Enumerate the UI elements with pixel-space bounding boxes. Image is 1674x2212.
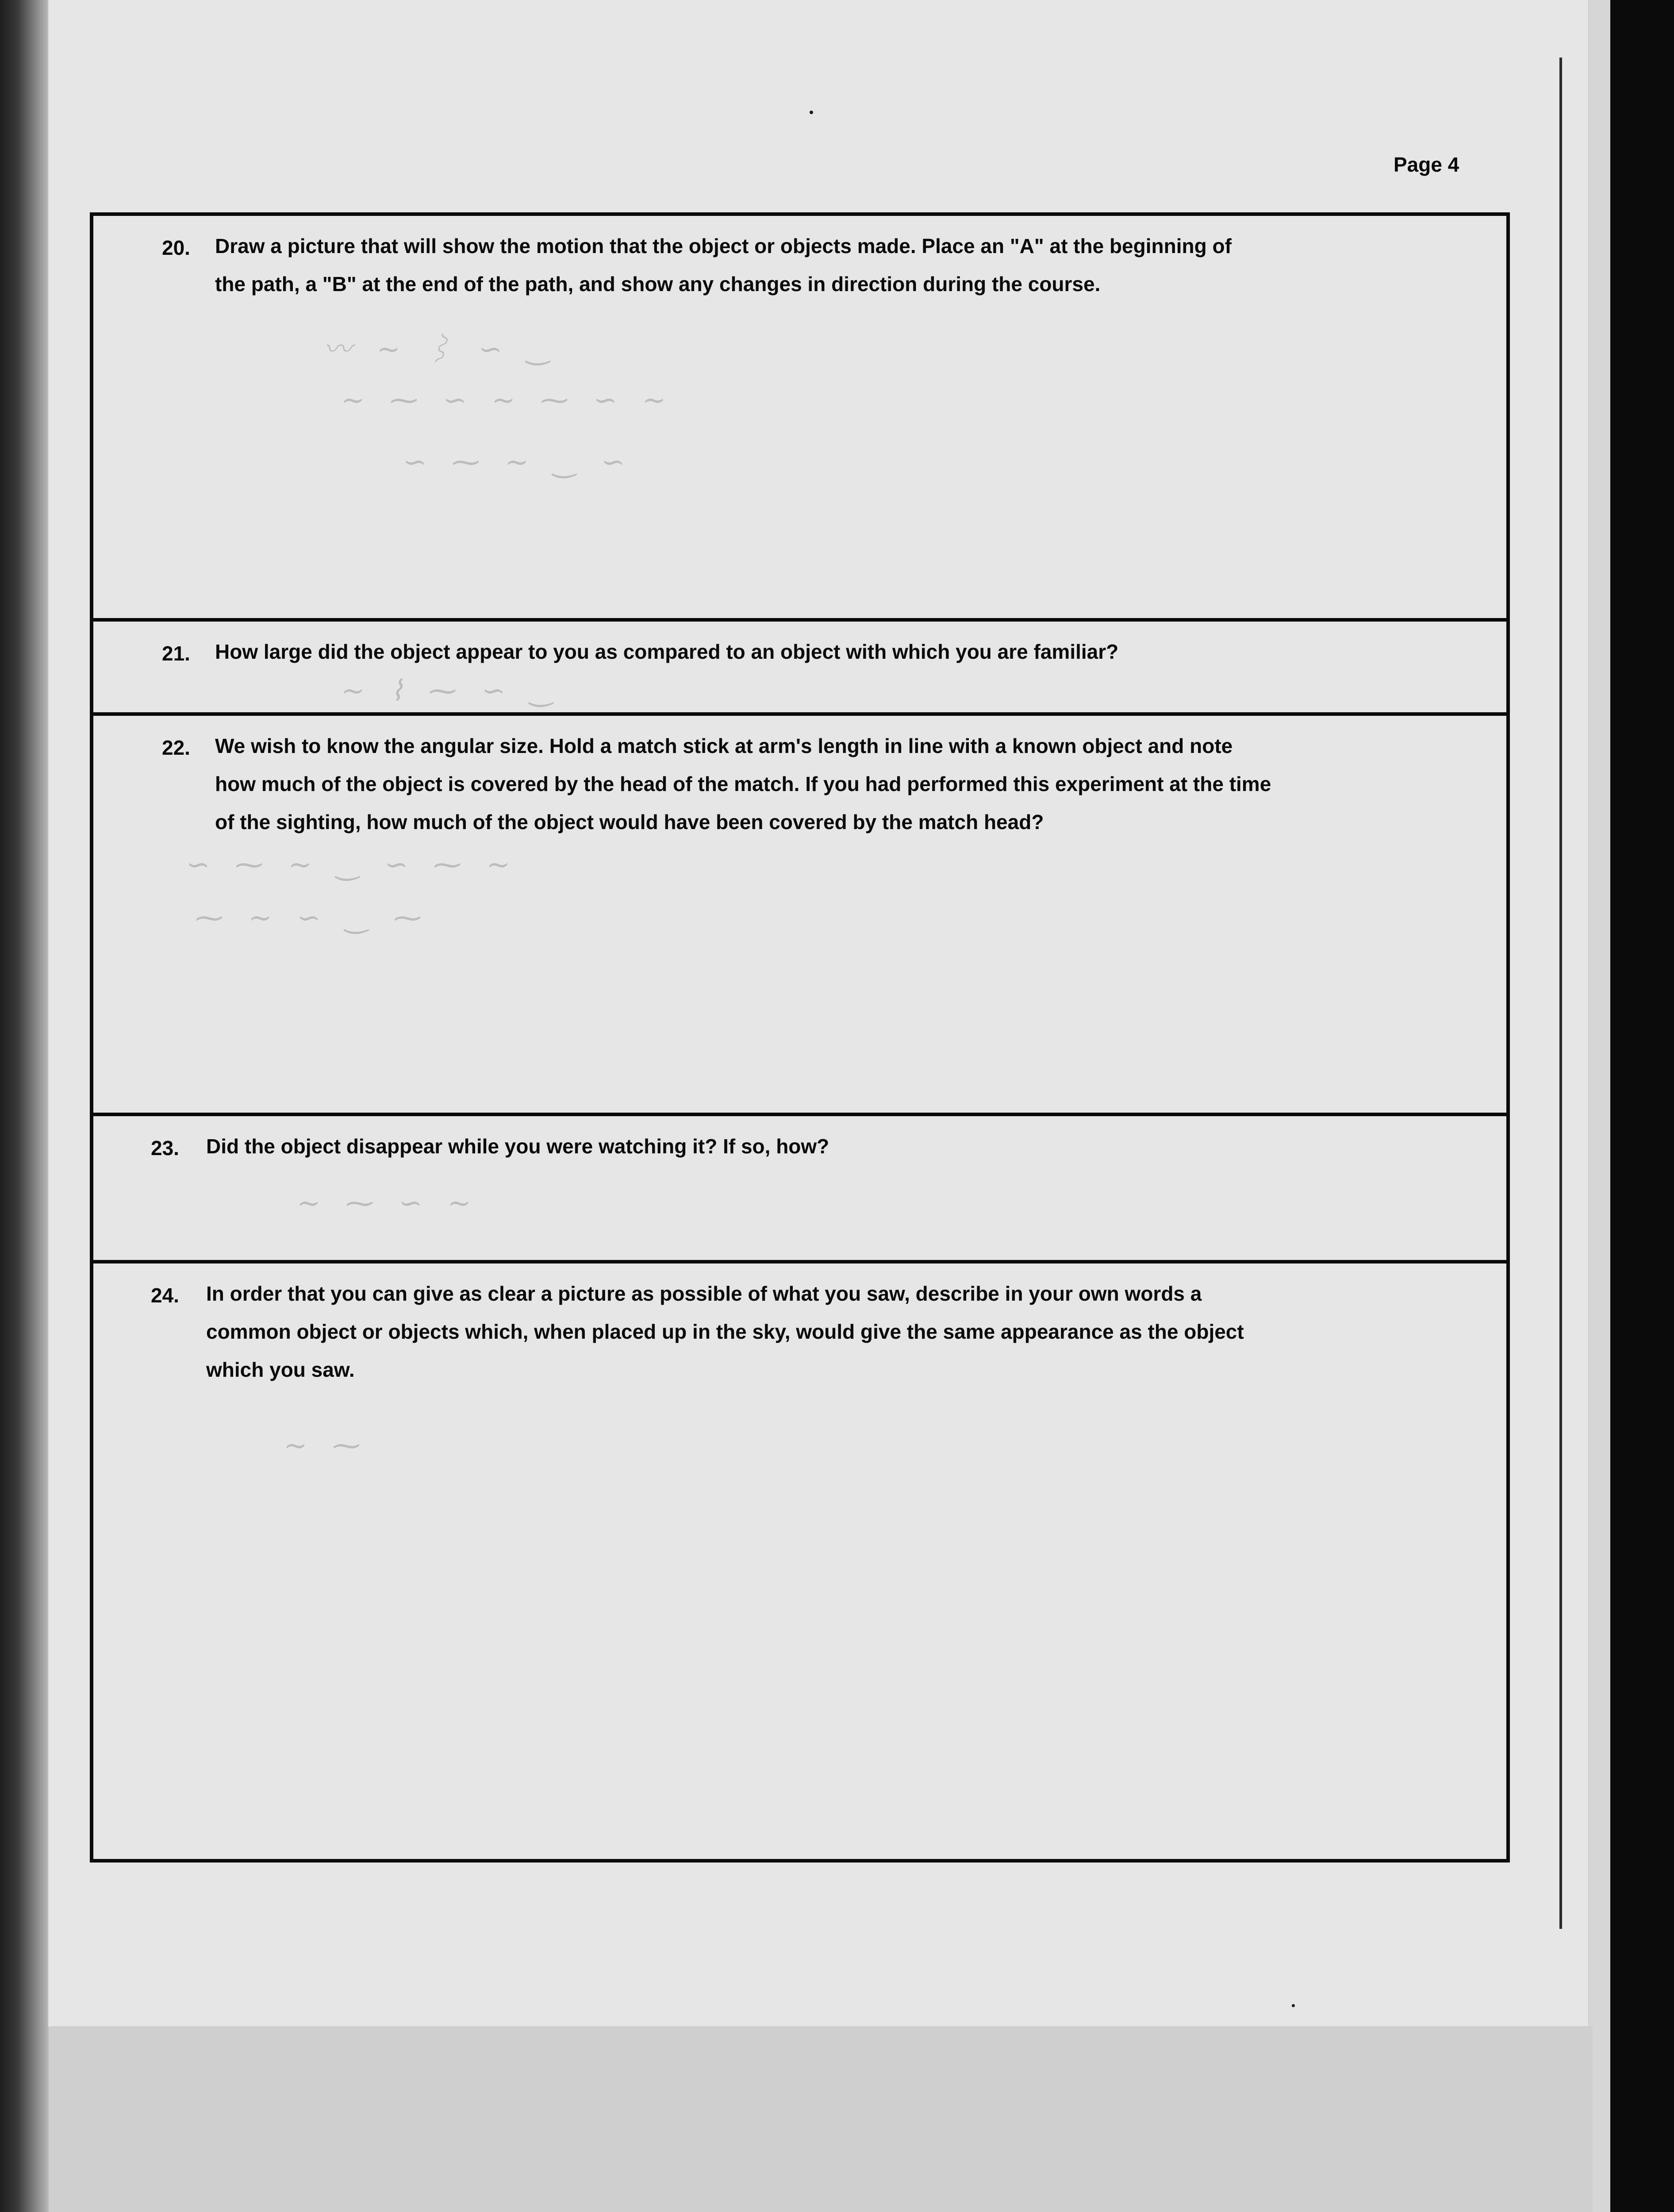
question-text	[215, 727, 1498, 841]
faint-handwriting: ∼ ⁓ ∽ ∼	[297, 1187, 479, 1220]
question-number: 21.	[162, 642, 190, 665]
question-text-line: Did the object disappear while you were watching it? If so, how?	[206, 1135, 829, 1158]
backing-sheet-lower	[49, 2026, 1593, 2212]
question-text-line: of the sighting, how much of the object would have been covered by the match head?	[215, 810, 1044, 833]
faint-handwriting: 〰 ∼ ⌇ ∽ ‿	[323, 333, 558, 366]
page-number: Page 4	[1394, 153, 1459, 176]
question-text	[215, 227, 1498, 303]
question-text-line: How large did the object appear to you as compared to an object with which you are familiar?	[215, 640, 1119, 663]
faint-handwriting: ⁓ ∼ ∽ ‿ ⁓	[195, 902, 430, 934]
question-21-section	[93, 622, 1506, 716]
scan-speck	[810, 111, 813, 114]
question-number: 22.	[162, 736, 190, 759]
questionnaire-box	[90, 212, 1510, 1863]
scan-speck	[1292, 2004, 1295, 2007]
question-text-line: In order that you can give as clear a picture as possible of what you saw, describe in your own words a	[206, 1282, 1202, 1305]
question-text	[215, 633, 1498, 671]
question-text-line: Draw a picture that will show the motion that the object or objects made. Place an "A" at the beginning of	[215, 234, 1232, 257]
question-text-line: common object or objects which, when placed up in the sky, would give the same appearance as the object	[206, 1320, 1244, 1343]
question-number: 24.	[151, 1284, 179, 1307]
question-24-section	[93, 1263, 1506, 1859]
question-23-section	[93, 1116, 1506, 1263]
question-text-line: how much of the object is covered by the head of the match. If you had performed this experiment at the time	[215, 772, 1271, 795]
faint-handwriting: ∼ ⁓	[284, 1429, 369, 1462]
question-text	[206, 1127, 1489, 1165]
faint-handwriting: ∽ ⁓ ∼ ‿ ∽ ⁓ ∼	[186, 849, 518, 881]
question-22-section	[93, 716, 1506, 1116]
faint-handwriting: ∽ ⁓ ∼ ‿ ∽	[403, 446, 633, 479]
question-number: 20.	[162, 236, 190, 259]
question-text	[206, 1275, 1489, 1389]
question-text-line: We wish to know the angular size. Hold a match stick at arm's length in line with a known object and note	[215, 734, 1233, 757]
page-edge-shadow	[1559, 58, 1562, 1929]
question-text-line: which you saw.	[206, 1358, 355, 1381]
faint-handwriting: ∼ ⁓ ∽ ∼ ⁓ ∽ ∼	[341, 384, 674, 417]
faint-handwriting: ∼ ⌇ ⁓ ∽ ‿	[341, 675, 561, 707]
question-text-line: the path, a "B" at the end of the path, and show any changes in direction during the course.	[215, 273, 1101, 296]
question-number: 23.	[151, 1137, 179, 1160]
question-20-section	[93, 216, 1506, 622]
